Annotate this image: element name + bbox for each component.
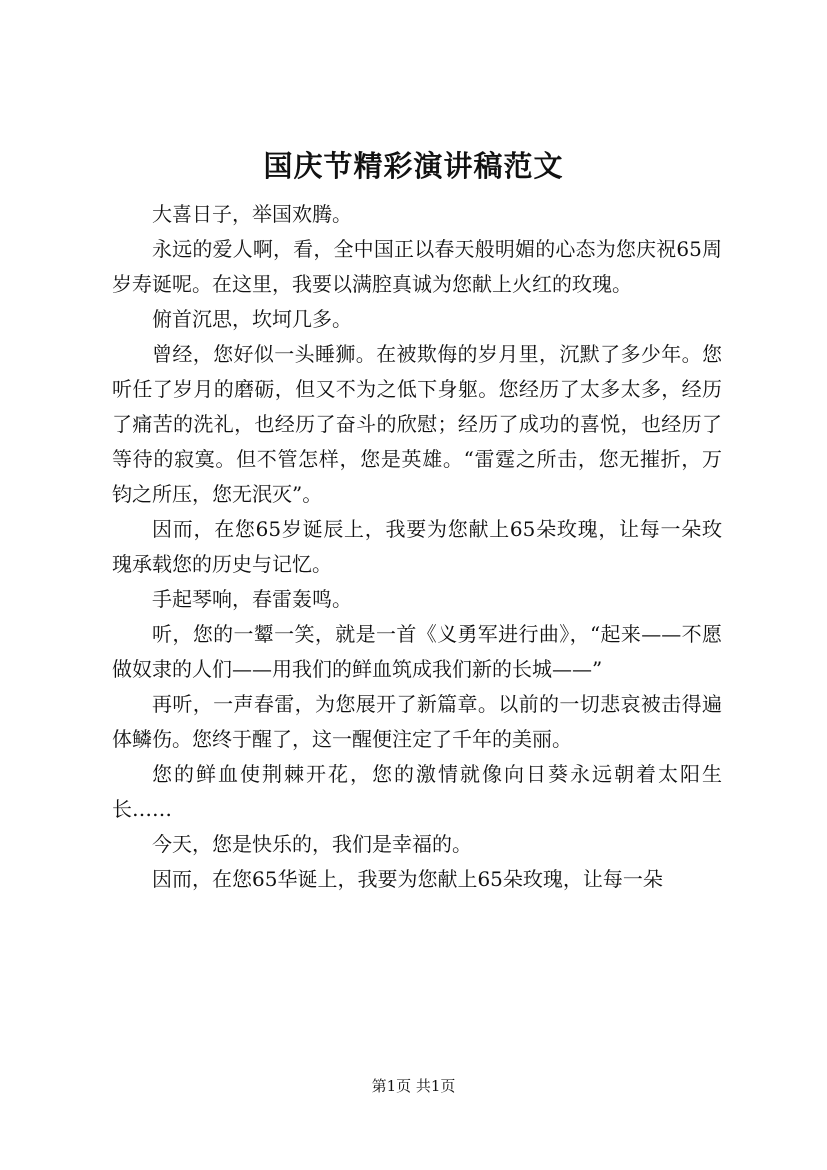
paragraph: 您的鲜血使荆棘开花，您的激情就像向日葵永远朝着太阳生长…… — [112, 762, 722, 821]
paragraph: 因而，在您65华诞上，我要为您献上65朵玫瑰，让每一朵 — [152, 867, 663, 891]
page-footer: 第1页 共1页 — [371, 1077, 456, 1095]
paragraph: 再听，一声春雷，为您展开了新篇章。以前的一切悲哀被击得遍体鳞伤。您终于醒了，这一醒便注定了千年的美丽。 — [112, 692, 722, 751]
paragraph: 大喜日子，举国欢腾。 — [152, 202, 352, 226]
paragraph: 因而，在您65岁诞辰上，我要为您献上65朵玫瑰，让每一朵玫瑰承载您的历史与记忆。 — [112, 517, 722, 576]
paragraph: 俯首沉思，坎坷几多。 — [152, 307, 352, 331]
document-body — [112, 197, 722, 897]
paragraph: 手起琴响，春雷轰鸣。 — [152, 587, 352, 611]
paragraph: 听，您的一颦一笑，就是一首《义勇军进行曲》，“起来——不愿做奴隶的人们——用我们的鲜血筑成我们新的长城——” — [112, 622, 722, 681]
paragraph: 曾经，您好似一头睡狮。在被欺侮的岁月里，沉默了多少年。您听任了岁月的磨砺，但又不为之低下身躯。您经历了太多太多，经历了痛苦的洗礼，也经历了奋斗的欣慰；经历了成功的喜悦，也经历了等待的寂寞。但不管怎样，您是英雄。“雷霆之所击，您无摧折，万钧之所压，您无泯灭”。 — [112, 342, 722, 506]
paragraph: 永远的爱人啊，看，全中国正以春天般明媚的心态为您庆祝65周岁寿诞呢。在这里，我要以满腔真诚为您献上火红的玫瑰。 — [112, 237, 722, 296]
document-title: 国庆节精彩演讲稿范文 — [263, 149, 564, 183]
paragraph: 今天，您是快乐的，我们是幸福的。 — [152, 832, 472, 856]
